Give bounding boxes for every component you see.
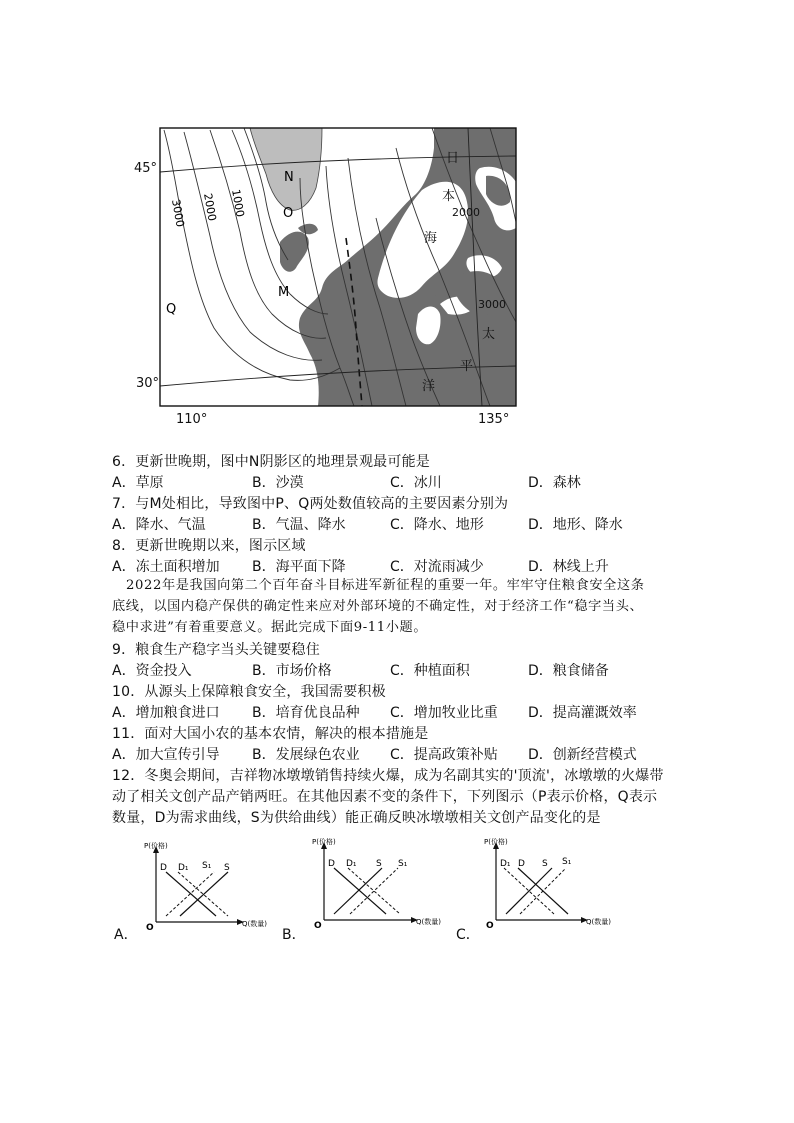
graph-b-option[interactable]: B． [282,927,306,943]
q9-option-a[interactable]: A．资金投入 [112,663,192,679]
q10-option-b[interactable]: B．培育优良品种 [252,705,360,721]
q11-option-b[interactable]: B．发展绿色农业 [252,747,360,763]
question-7-stem: 7．与M处相比，导致图中P、Q两处数值较高的主要因素分别为 [112,496,509,512]
question-6-stem: 6．更新世晚期，图中N阴影区的地理景观最可能是 [112,454,430,470]
question-11-stem: 11．面对大国小农的基本农情，解决的根本措施是 [112,726,429,742]
graph-a-y-axis: P(价格) [144,842,168,850]
graph-b-label-2: D₁ [346,859,357,869]
label-m: M [278,285,290,300]
passage [112,575,672,638]
graph-c-origin: O [486,921,494,931]
q9-option-d[interactable]: D．粮食储备 [528,663,609,679]
q11-option-d[interactable]: D．创新经营模式 [528,747,637,763]
q7-option-b[interactable]: B．气温、降水 [252,517,346,533]
q8-option-c[interactable]: C．对流雨减少 [390,559,484,575]
graph-a-option[interactable]: A． [114,927,138,943]
ocean-char-yang: 洋 [422,379,436,394]
q7-option-d[interactable]: D．地形、降水 [528,517,623,533]
question-12-line-3: 数量，D为需求曲线，S为供给曲线）能正确反映冰墩墩相关文创产品变化的是 [112,810,601,826]
q11-option-a[interactable]: A．加大宣传引导 [112,747,220,763]
q6-option-c[interactable]: C．冰川 [390,475,442,491]
graph-c-x-axis: Q(数量) [586,918,611,926]
q9-option-b[interactable]: B．市场价格 [252,663,332,679]
graph-c [478,834,618,934]
sea-char-ben: 本 [442,189,456,204]
passage-line-2: 底线，以国内稳产保供的确定性来应对外部环境的不确定性，对于经济工作“稳字当头、 [112,599,644,614]
label-q: Q [166,302,177,317]
q9-option-c[interactable]: C．种植面积 [390,663,470,679]
sea-char-hai: 海 [424,231,438,246]
label-o: O [283,206,294,221]
contour-2000-east: 2000 [452,206,480,219]
graph-c-label-3: S [542,859,548,869]
q8-option-d[interactable]: D．林线上升 [528,559,609,575]
graph-c-y-axis: P(价格) [484,838,508,846]
q10-option-a[interactable]: A．增加粮食进口 [112,705,220,721]
graph-a [138,838,278,938]
graph-a-label-1: D [160,863,167,873]
sea-char-ri: 日 [446,151,460,166]
graph-c-label-4: S₁ [562,857,572,867]
q8-option-a[interactable]: A．冻土面积增加 [112,559,220,575]
contour-2000-west: 2000 [201,192,219,223]
question-9-stem: 9．粮食生产稳字当头关键要稳住 [112,642,320,658]
paleogeography-map [150,118,530,430]
graph-c-option[interactable]: C． [456,927,480,943]
q11-option-c[interactable]: C．提高政策补贴 [390,747,498,763]
ocean-char-tai: 太 [482,327,496,342]
contour-3000-west: 3000 [169,198,187,229]
q6-option-a[interactable]: A．草原 [112,475,164,491]
question-10-stem: 10．从源头上保障粮食安全，我国需要积极 [112,684,386,700]
question-8-stem: 8．更新世晚期以来，图示区域 [112,538,306,554]
q6-option-d[interactable]: D．森林 [528,475,581,491]
q7-option-c[interactable]: C．降水、地形 [390,517,484,533]
graph-a-label-4: S [224,863,230,873]
graph-b-label-3: S [376,859,382,869]
q10-option-c[interactable]: C．增加牧业比重 [390,705,498,721]
graph-a-label-3: S₁ [202,861,212,871]
graph-b-label-1: D [328,859,335,869]
q10-option-d[interactable]: D．提高灌溉效率 [528,705,637,721]
graph-c-label-1: D₁ [500,859,511,869]
contour-3000-east: 3000 [478,298,506,311]
graph-a-label-2: D₁ [178,863,189,873]
graph-b-x-axis: Q(数量) [416,918,441,926]
graph-a-x-axis: Q(数量) [242,920,267,928]
ocean-char-ping: 平 [460,359,474,374]
q7-option-a[interactable]: A．降水、气温 [112,517,206,533]
graph-b-label-4: S₁ [398,859,408,869]
question-12-line-1: 12．冬奥会期间，吉祥物冰墩墩销售持续火爆，成为名副其实的'顶流'，冰墩墩的火爆带 [112,768,664,784]
q6-option-b[interactable]: B．沙漠 [252,475,304,491]
lon-110-label: 110° [176,412,208,427]
contour-1000-west: 1000 [229,188,247,219]
label-n: N [284,170,294,185]
question-12-line-2: 动了相关文创产品产销两旺。在其他因素不变的条件下，下列图示（P表示价格，Q表示 [112,789,658,805]
graph-a-origin: O [146,923,154,933]
passage-line-1: 2022年是我国向第二个百年奋斗目标进军新征程的重要一年。牢牢守住粮食安全这条 [126,578,645,593]
q8-option-b[interactable]: B．海平面下降 [252,559,346,575]
lon-135-label: 135° [478,412,510,427]
lat-45-label: 45° [134,161,158,176]
graph-b [306,834,456,934]
graph-c-label-2: D [518,859,525,869]
graph-b-origin: O [314,921,322,931]
passage-line-3: 稳中求进”有着重要意义。据此完成下面9-11小题。 [112,620,428,635]
graph-b-y-axis: P(价格) [312,838,336,846]
lat-30-label: 30° [136,376,160,391]
